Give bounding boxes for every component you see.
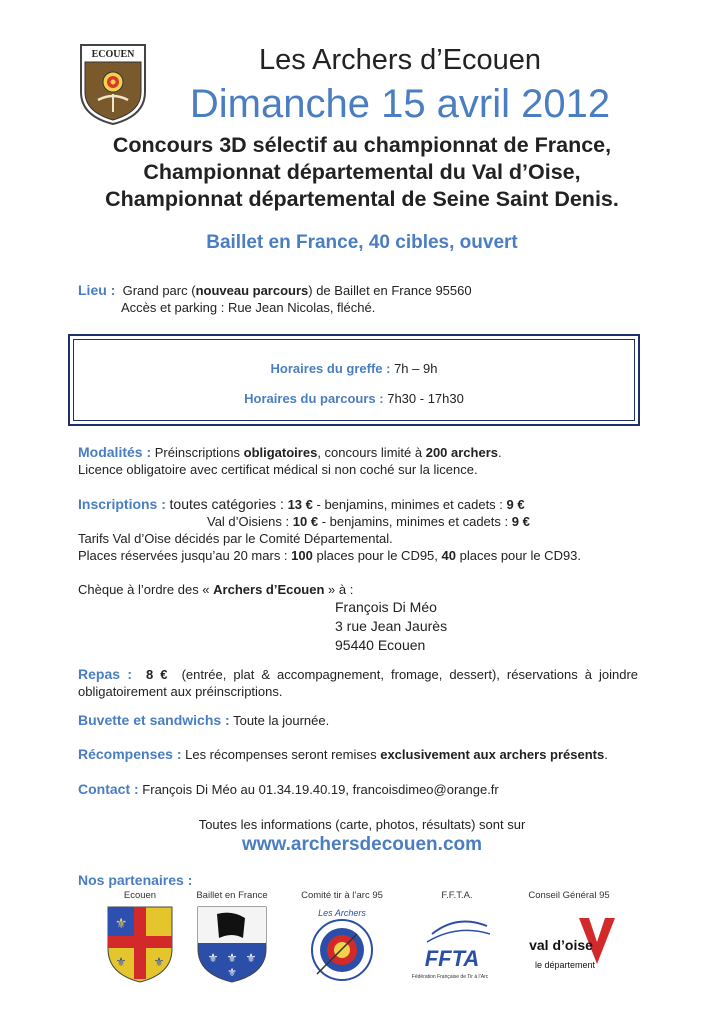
text-bold: 100 xyxy=(291,548,313,563)
svg-text:⚜: ⚜ xyxy=(245,951,257,965)
price: 10 € xyxy=(292,514,319,529)
horaires-parcours xyxy=(74,390,634,407)
buvette-section xyxy=(78,712,658,729)
club-logo xyxy=(78,42,148,126)
svg-text:⚜: ⚜ xyxy=(227,967,237,979)
comite-target-icon xyxy=(297,904,387,984)
cheque-address xyxy=(78,598,658,655)
text: - benjamins, minimes et cadets : xyxy=(316,497,503,512)
recompenses-label: Récompenses : xyxy=(78,746,182,762)
greffe-label: Horaires du greffe : xyxy=(270,361,391,376)
partner-ecouen xyxy=(88,890,192,986)
title-line: Championnat départemental de Seine Saint Denis. xyxy=(105,187,619,211)
ffta-logo-icon xyxy=(412,904,502,984)
text-bold: 40 xyxy=(441,548,456,563)
partner-name: Ecouen xyxy=(123,890,157,901)
baillet-coat-of-arms-icon xyxy=(195,904,269,984)
lieu-access: Accès et parking : Rue Jean Nicolas, fléché. xyxy=(121,300,376,315)
club-name: Les Archers d’Ecouen xyxy=(258,44,542,76)
svg-text:⚜: ⚜ xyxy=(226,951,238,965)
modalites-label: Modalités : xyxy=(78,444,152,460)
partner-name: Conseil Général 95 xyxy=(528,890,610,901)
ffta-emblem-text: FFTA xyxy=(424,946,480,971)
partners-label: Nos partenaires : xyxy=(78,872,193,888)
recompenses-section xyxy=(78,746,678,763)
text: Préinscriptions xyxy=(154,445,241,460)
contact-text: François Di Méo au 01.34.19.40.19, francoisdimeo@orange.fr xyxy=(142,782,499,797)
title-line: Concours 3D sélectif au championnat de France, xyxy=(112,133,612,157)
lieu-text: Grand parc ( xyxy=(122,283,196,298)
comite-emblem-text: Les Archers xyxy=(318,908,366,918)
text-bold: Archers d’Ecouen xyxy=(213,582,325,597)
event-subtitle: Baillet en France, 40 cibles, ouvert xyxy=(206,232,518,253)
val-d-oise-logo-icon xyxy=(519,904,619,984)
text: places pour le CD95, xyxy=(316,548,438,563)
ecouen-coat-of-arms-icon xyxy=(105,904,175,984)
price: 13 € xyxy=(287,497,313,512)
text: , concours limité à xyxy=(317,445,423,460)
repas-price: 8 € xyxy=(146,667,168,682)
repas-label: Repas : xyxy=(78,666,132,682)
buvette-label: Buvette et sandwichs : xyxy=(78,712,230,728)
logo-text: ECOUEN xyxy=(91,49,135,60)
partner-ffta xyxy=(405,890,509,986)
svg-text:⚜: ⚜ xyxy=(153,955,165,969)
text-bold: obligatoires xyxy=(243,445,318,460)
text: toutes catégories : xyxy=(169,496,284,512)
address-line: 95440 Ecouen xyxy=(335,637,426,653)
title-line: Championnat départemental du Val d’Oise, xyxy=(143,160,581,184)
text: Chèque à l’ordre des « xyxy=(78,582,210,597)
price: 9 € xyxy=(506,497,525,512)
partner-name: Baillet en France xyxy=(196,890,268,901)
text: - benjamins, minimes et cadets : xyxy=(321,514,509,529)
lieu-label: Lieu : xyxy=(78,282,116,298)
parcours-label: Horaires du parcours : xyxy=(244,391,384,406)
event-titles xyxy=(60,132,664,213)
inscriptions-tarifs: Tarifs Val d’Oise décidés par le Comité Départemental. xyxy=(78,531,393,546)
text-bold: 200 archers xyxy=(425,445,498,460)
greffe-value: 7h – 9h xyxy=(394,361,438,376)
svg-text:⚜: ⚜ xyxy=(207,951,219,965)
info-text: Toutes les informations (carte, photos, résultats) sont sur xyxy=(198,817,526,832)
text: places pour le CD93. xyxy=(459,548,582,563)
price: 9 € xyxy=(511,514,530,529)
repas-section xyxy=(78,666,638,700)
text: . xyxy=(498,445,502,460)
horaires-greffe xyxy=(74,360,634,377)
text: . xyxy=(604,747,608,762)
text: Places réservées jusqu’au 20 mars : xyxy=(78,548,288,563)
inscriptions-section xyxy=(78,496,678,564)
website-link[interactable]: www.archersdecouen.com xyxy=(241,834,483,855)
lieu-bold: nouveau parcours xyxy=(195,283,309,298)
cheque-section xyxy=(78,581,658,655)
lieu-text: ) de Baillet en France 95560 xyxy=(308,283,472,298)
partner-name: F.F.T.A. xyxy=(441,890,473,901)
address-line: François Di Méo xyxy=(335,599,437,615)
event-date: Dimanche 15 avril 2012 xyxy=(189,82,611,126)
svg-text:⚜: ⚜ xyxy=(114,915,128,931)
val-d-oise-emblem-sub: le département xyxy=(534,960,596,970)
svg-text:⚜: ⚜ xyxy=(115,955,127,969)
parcours-value: 7h30 - 17h30 xyxy=(387,391,464,406)
text: » à : xyxy=(328,582,354,597)
val-d-oise-emblem-text: val d’oise xyxy=(529,937,593,953)
horaires-box xyxy=(68,334,640,426)
buvette-text: Toute la journée. xyxy=(233,713,330,728)
contact-section xyxy=(78,781,678,798)
partner-baillet xyxy=(180,890,284,986)
lieu-section xyxy=(78,282,658,316)
partner-comite xyxy=(290,890,394,986)
partner-conseil-general xyxy=(516,890,622,986)
text-bold: exclusivement aux archers présents xyxy=(380,747,605,762)
repas-text: (entrée, plat & accompagnement, fromage, dessert), réservations à joindre obligatoirement aux préinscriptions. xyxy=(78,667,639,699)
text: Les récompenses seront remises xyxy=(185,747,377,762)
ffta-emblem-sub: Fédération Française de Tir à l’Arc xyxy=(412,974,489,980)
contact-label: Contact : xyxy=(78,781,139,797)
modalites-licence: Licence obligatoire avec certificat médical si non coché sur la licence. xyxy=(78,462,478,477)
text: Val d’Oisiens : xyxy=(207,514,290,529)
inscriptions-label: Inscriptions : xyxy=(78,496,166,512)
modalites-section xyxy=(78,444,658,478)
partner-name: Comité tir à l’arc 95 xyxy=(301,890,383,901)
address-line: 3 rue Jean Jaurès xyxy=(335,618,448,634)
